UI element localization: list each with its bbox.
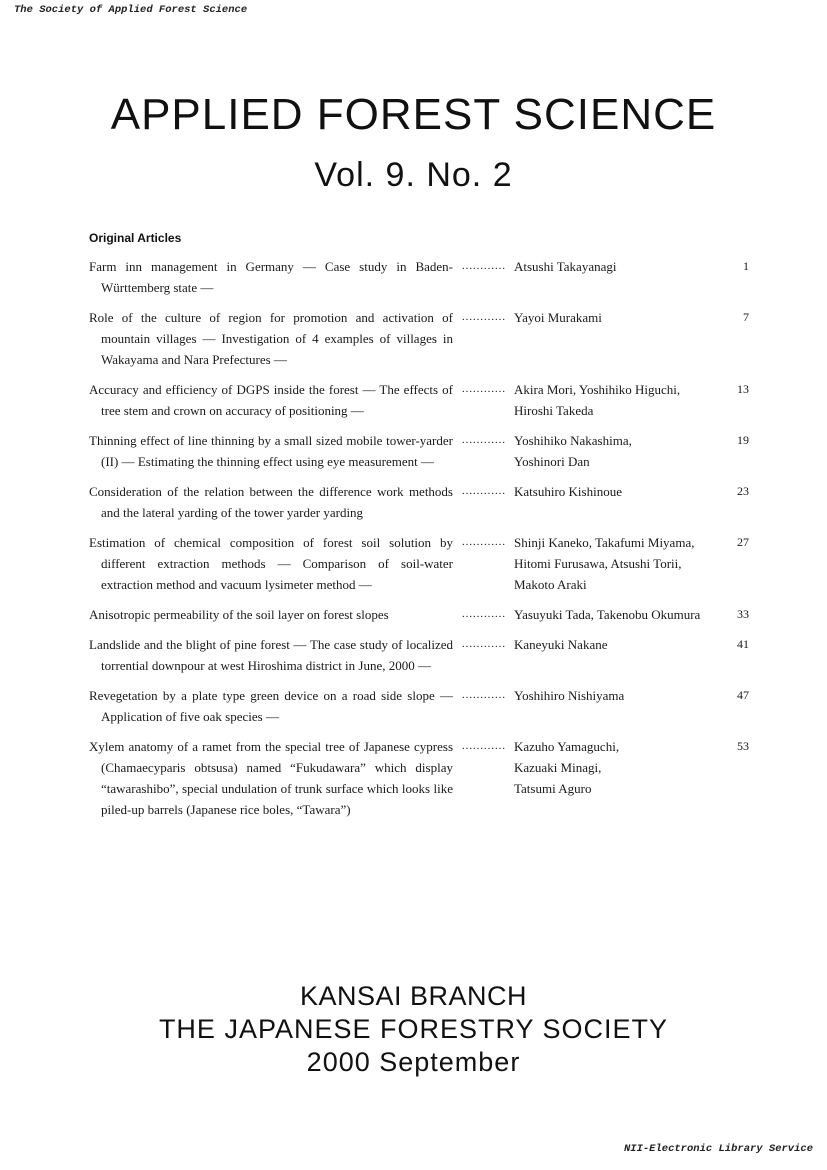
- article-title: Landslide and the blight of pine forest — The case study of localized torrential downpour at west Hiroshima district in June, 2000 —: [89, 637, 453, 673]
- dot-leader: …………: [461, 383, 506, 395]
- article-authors: [514, 685, 726, 706]
- dot-leader: …………: [461, 608, 506, 620]
- article-authors: [514, 634, 726, 655]
- author-line: Yoshinori Dan: [514, 454, 590, 469]
- article-title: Consideration of the relation between the difference work methods and the lateral yarding of the tower yarder yarding: [89, 484, 453, 520]
- page-number: 47: [737, 688, 749, 702]
- toc-entry[interactable]: [89, 430, 749, 472]
- article-title: Xylem anatomy of a ramet from the special tree of Japanese cypress (Chamaecyparis obtsusa) named “Fukudawara” which display “tawarashibo”, special undulation of trunk surface which looks like piled-up barrels (Japanese rice boles, “Tawara”): [89, 739, 453, 817]
- article-title: Revegetation by a plate type green device on a road side slope — Application of five oak species —: [89, 688, 453, 724]
- article-title: Role of the culture of region for promotion and activation of mountain villages — Investigation of 4 examples of villages in Wakayama and Nara Prefectures —: [89, 310, 453, 367]
- publisher-block: [0, 980, 827, 1079]
- author-line: Katsuhiro Kishinoue: [514, 484, 622, 499]
- author-line: Yoshihiko Nakashima,: [514, 433, 632, 448]
- author-line: Hiroshi Takeda: [514, 403, 594, 418]
- volume-number: Vol. 9. No. 2: [314, 156, 513, 194]
- header-note: The Society of Applied Forest Science: [14, 4, 248, 16]
- page-number: 19: [737, 433, 749, 447]
- dot-leader: …………: [461, 311, 506, 323]
- dot-leader: …………: [461, 260, 506, 272]
- footer-note: NII-Electronic Library Service: [623, 1143, 813, 1155]
- page-number: 23: [737, 484, 749, 498]
- article-title: Anisotropic permeability of the soil layer on forest slopes: [89, 607, 389, 622]
- author-line: Kazuaki Minagi,: [514, 760, 602, 775]
- toc-entry[interactable]: [89, 256, 749, 298]
- table-of-contents: [89, 256, 749, 829]
- author-line: Shinji Kaneko, Takafumi Miyama,: [514, 535, 695, 550]
- article-authors: [514, 430, 726, 472]
- dot-leader: …………: [461, 638, 506, 650]
- dot-leader: …………: [461, 434, 506, 446]
- dot-leader: …………: [461, 740, 506, 752]
- journal-title: APPLIED FOREST SCIENCE: [110, 90, 717, 139]
- toc-entry[interactable]: [89, 307, 749, 370]
- author-line: Makoto Araki: [514, 577, 587, 592]
- author-line: Kazuho Yamaguchi,: [514, 739, 620, 754]
- page-number: 33: [737, 607, 749, 621]
- author-line: Tatsumi Aguro: [514, 781, 592, 796]
- publisher-society: THE JAPANESE FORESTRY SOCIETY: [158, 1014, 669, 1044]
- author-line: Hitomi Furusawa, Atsushi Torii,: [514, 556, 682, 571]
- toc-entry[interactable]: [89, 481, 749, 523]
- page-number: 7: [743, 310, 749, 324]
- article-authors: [514, 256, 726, 277]
- author-line: Kaneyuki Nakane: [514, 637, 608, 652]
- author-line: Yoshihiro Nishiyama: [514, 688, 625, 703]
- section-heading: Original Articles: [89, 231, 182, 245]
- dot-leader: …………: [461, 689, 506, 701]
- toc-entry[interactable]: [89, 379, 749, 421]
- author-line: Atsushi Takayanagi: [514, 259, 617, 274]
- article-title: Accuracy and efficiency of DGPS inside the forest — The effects of tree stem and crown on accuracy of positioning —: [89, 382, 453, 418]
- toc-entry[interactable]: [89, 634, 749, 676]
- toc-entry[interactable]: [89, 604, 749, 625]
- article-authors: [514, 604, 726, 625]
- page-number: 13: [737, 382, 749, 396]
- article-title: Farm inn management in Germany — Case study in Baden-Württemberg state —: [89, 259, 453, 295]
- author-line: Akira Mori, Yoshihiko Higuchi,: [514, 382, 681, 397]
- dot-leader: …………: [461, 536, 506, 548]
- article-authors: [514, 736, 726, 799]
- author-line: Yayoi Murakami: [514, 310, 602, 325]
- author-line: Yasuyuki Tada, Takenobu Okumura: [514, 607, 701, 622]
- page-number: 41: [737, 637, 749, 651]
- page-number: 53: [737, 739, 749, 753]
- dot-leader: …………: [461, 485, 506, 497]
- toc-entry[interactable]: [89, 532, 749, 595]
- publication-date: 2000 September: [306, 1047, 521, 1077]
- page-number: 1: [743, 259, 749, 273]
- article-authors: [514, 307, 726, 328]
- toc-entry[interactable]: [89, 736, 749, 820]
- article-authors: [514, 532, 726, 595]
- article-title: Estimation of chemical composition of forest soil solution by different extraction methods — Comparison of soil-water extraction method and vacuum lysimeter method —: [89, 535, 453, 592]
- toc-entry[interactable]: [89, 685, 749, 727]
- publisher-branch: KANSAI BRANCH: [299, 981, 528, 1011]
- page-number: 27: [737, 535, 749, 549]
- article-authors: [514, 481, 726, 502]
- article-authors: [514, 379, 726, 421]
- article-title: Thinning effect of line thinning by a small sized mobile tower-yarder (II) — Estimating the thinning effect using eye measurement —: [89, 433, 453, 469]
